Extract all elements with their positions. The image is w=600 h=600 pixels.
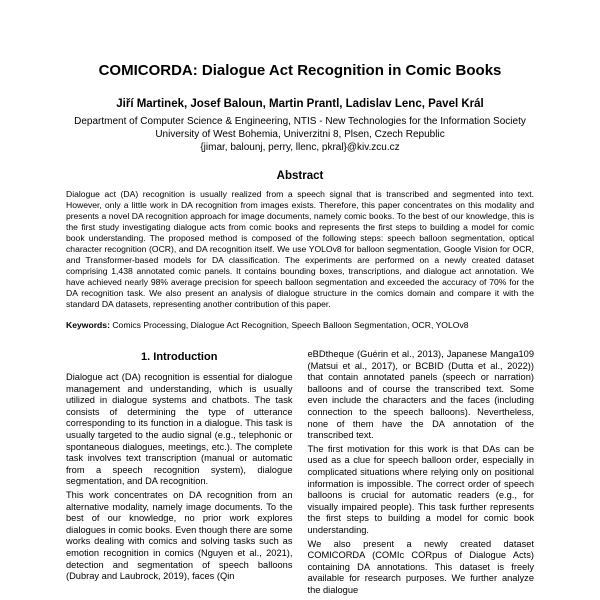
- two-column-body: [66, 349, 534, 598]
- keywords-text: Comics Processing, Dialogue Act Recognition, Speech Balloon Segmentation, OCR, YOLOv8: [112, 320, 469, 330]
- author-list: Jiří Martinek, Josef Baloun, Martin Prantl, Ladislav Lenc, Pavel Král: [116, 98, 484, 110]
- introduction-paragraph: We also present a newly created dataset COMICORDA (COMIc CORpus of Dialogue Acts) containing DA annotations. This dataset is freely available for research purposes. We further analyze the dialogue: [307, 538, 534, 595]
- paper-title: COMICORDA: Dialogue Act Recognition in Comic Books: [98, 62, 502, 79]
- right-column: [308, 349, 535, 598]
- introduction-paragraph: Dialogue act (DA) recognition is essential for dialogue management and understanding, which is usually utilized in dialogue systems and chatbots. The task consists of determining the type of utterance corresponding to its function in a dialogue. This task is usually targeted to the audio signal (e.g., telephonic or spontaneous dialogues, meetings, etc.). The complete task involves text transcription (manual or automatic from a speech recognition system), dialogue segmentation, and DA recognition.: [66, 372, 293, 487]
- affiliation-line-1: Department of Computer Science & Engineering, NTIS - New Technologies for the Information Society: [74, 116, 526, 127]
- affiliation-line-2: University of West Bohemia, Univerzitni 8, Plsen, Czech Republic: [155, 129, 445, 140]
- keywords-line: [66, 320, 534, 331]
- introduction-paragraph: The first motivation for this work is that DAs can be used as a clue for speech balloon order, especially in complicated situations where relying only on positional information is impossible. The correct order of speech balloons is crucial for automatic readers (e.g., for visually impaired people). This task further represents the first steps to building a model for comic book understanding.: [307, 443, 534, 535]
- introduction-paragraph: This work concentrates on DA recognition from an alternative modality, namely image documents. To the best of our knowledge, no prior work explores dialogues in comic books. Even though there are some works dealing with comics and solving tasks such as emotion recognition in comics (Nguyen et al., 2021), detection and segmentation of speech balloons (Dubray and Laubrock, 2019), faces (Qin: [66, 489, 293, 582]
- left-column: [66, 349, 293, 598]
- introduction-heading: 1. Introduction: [141, 351, 218, 363]
- introduction-paragraph: eBDtheque (Guérin et al., 2013), Japanese Manga109 (Matsui et al., 2017), or BCBID (Dutta et al., 2022)) that contain annotated panels (speech or narration) balloons and of course the transcribed text. Some even include the characters and the faces (including connection to the speech balloons). Nevertheless, none of them have the DA annotation of the transcribed text.: [307, 349, 534, 441]
- author-emails: {jimar, balounj, perry, llenc, pkral}@kiv.zcu.cz: [200, 142, 400, 153]
- abstract-heading: Abstract: [276, 170, 324, 182]
- abstract-text: Dialogue act (DA) recognition is usually realized from a speech signal that is transcribed and segmented into text. However, only a little work in DA recognition from images exists. Therefore, this paper concentrates on this modality and presents a novel DA recognition approach for image documents, namely comic books. To the best of our knowledge, this is the first study investigating dialogue acts from comic books and represents the first steps to building a model for comic book understanding. The proposed method is composed of the following steps: speech balloon segmentation, optical character recognition (OCR), and DA recognition itself. We use YOLOv8 for balloon segmentation, Google Vision for OCR, and Transformer-based models for DA classification. The experiments are performed on a newly created dataset comprising 1,438 annotated comic panels. It contains bounding boxes, transcriptions, and dialogue act annotation. We have achieved nearly 98% average precision for speech balloon segmentation and exceeded the accuracy of 70% for the DA recognition task. We also present an analysis of dialogue structure in the comics domain and compare it with the standard DA datasets, representing another contribution of this paper.: [66, 189, 534, 309]
- keywords-label: Keywords:: [66, 320, 110, 330]
